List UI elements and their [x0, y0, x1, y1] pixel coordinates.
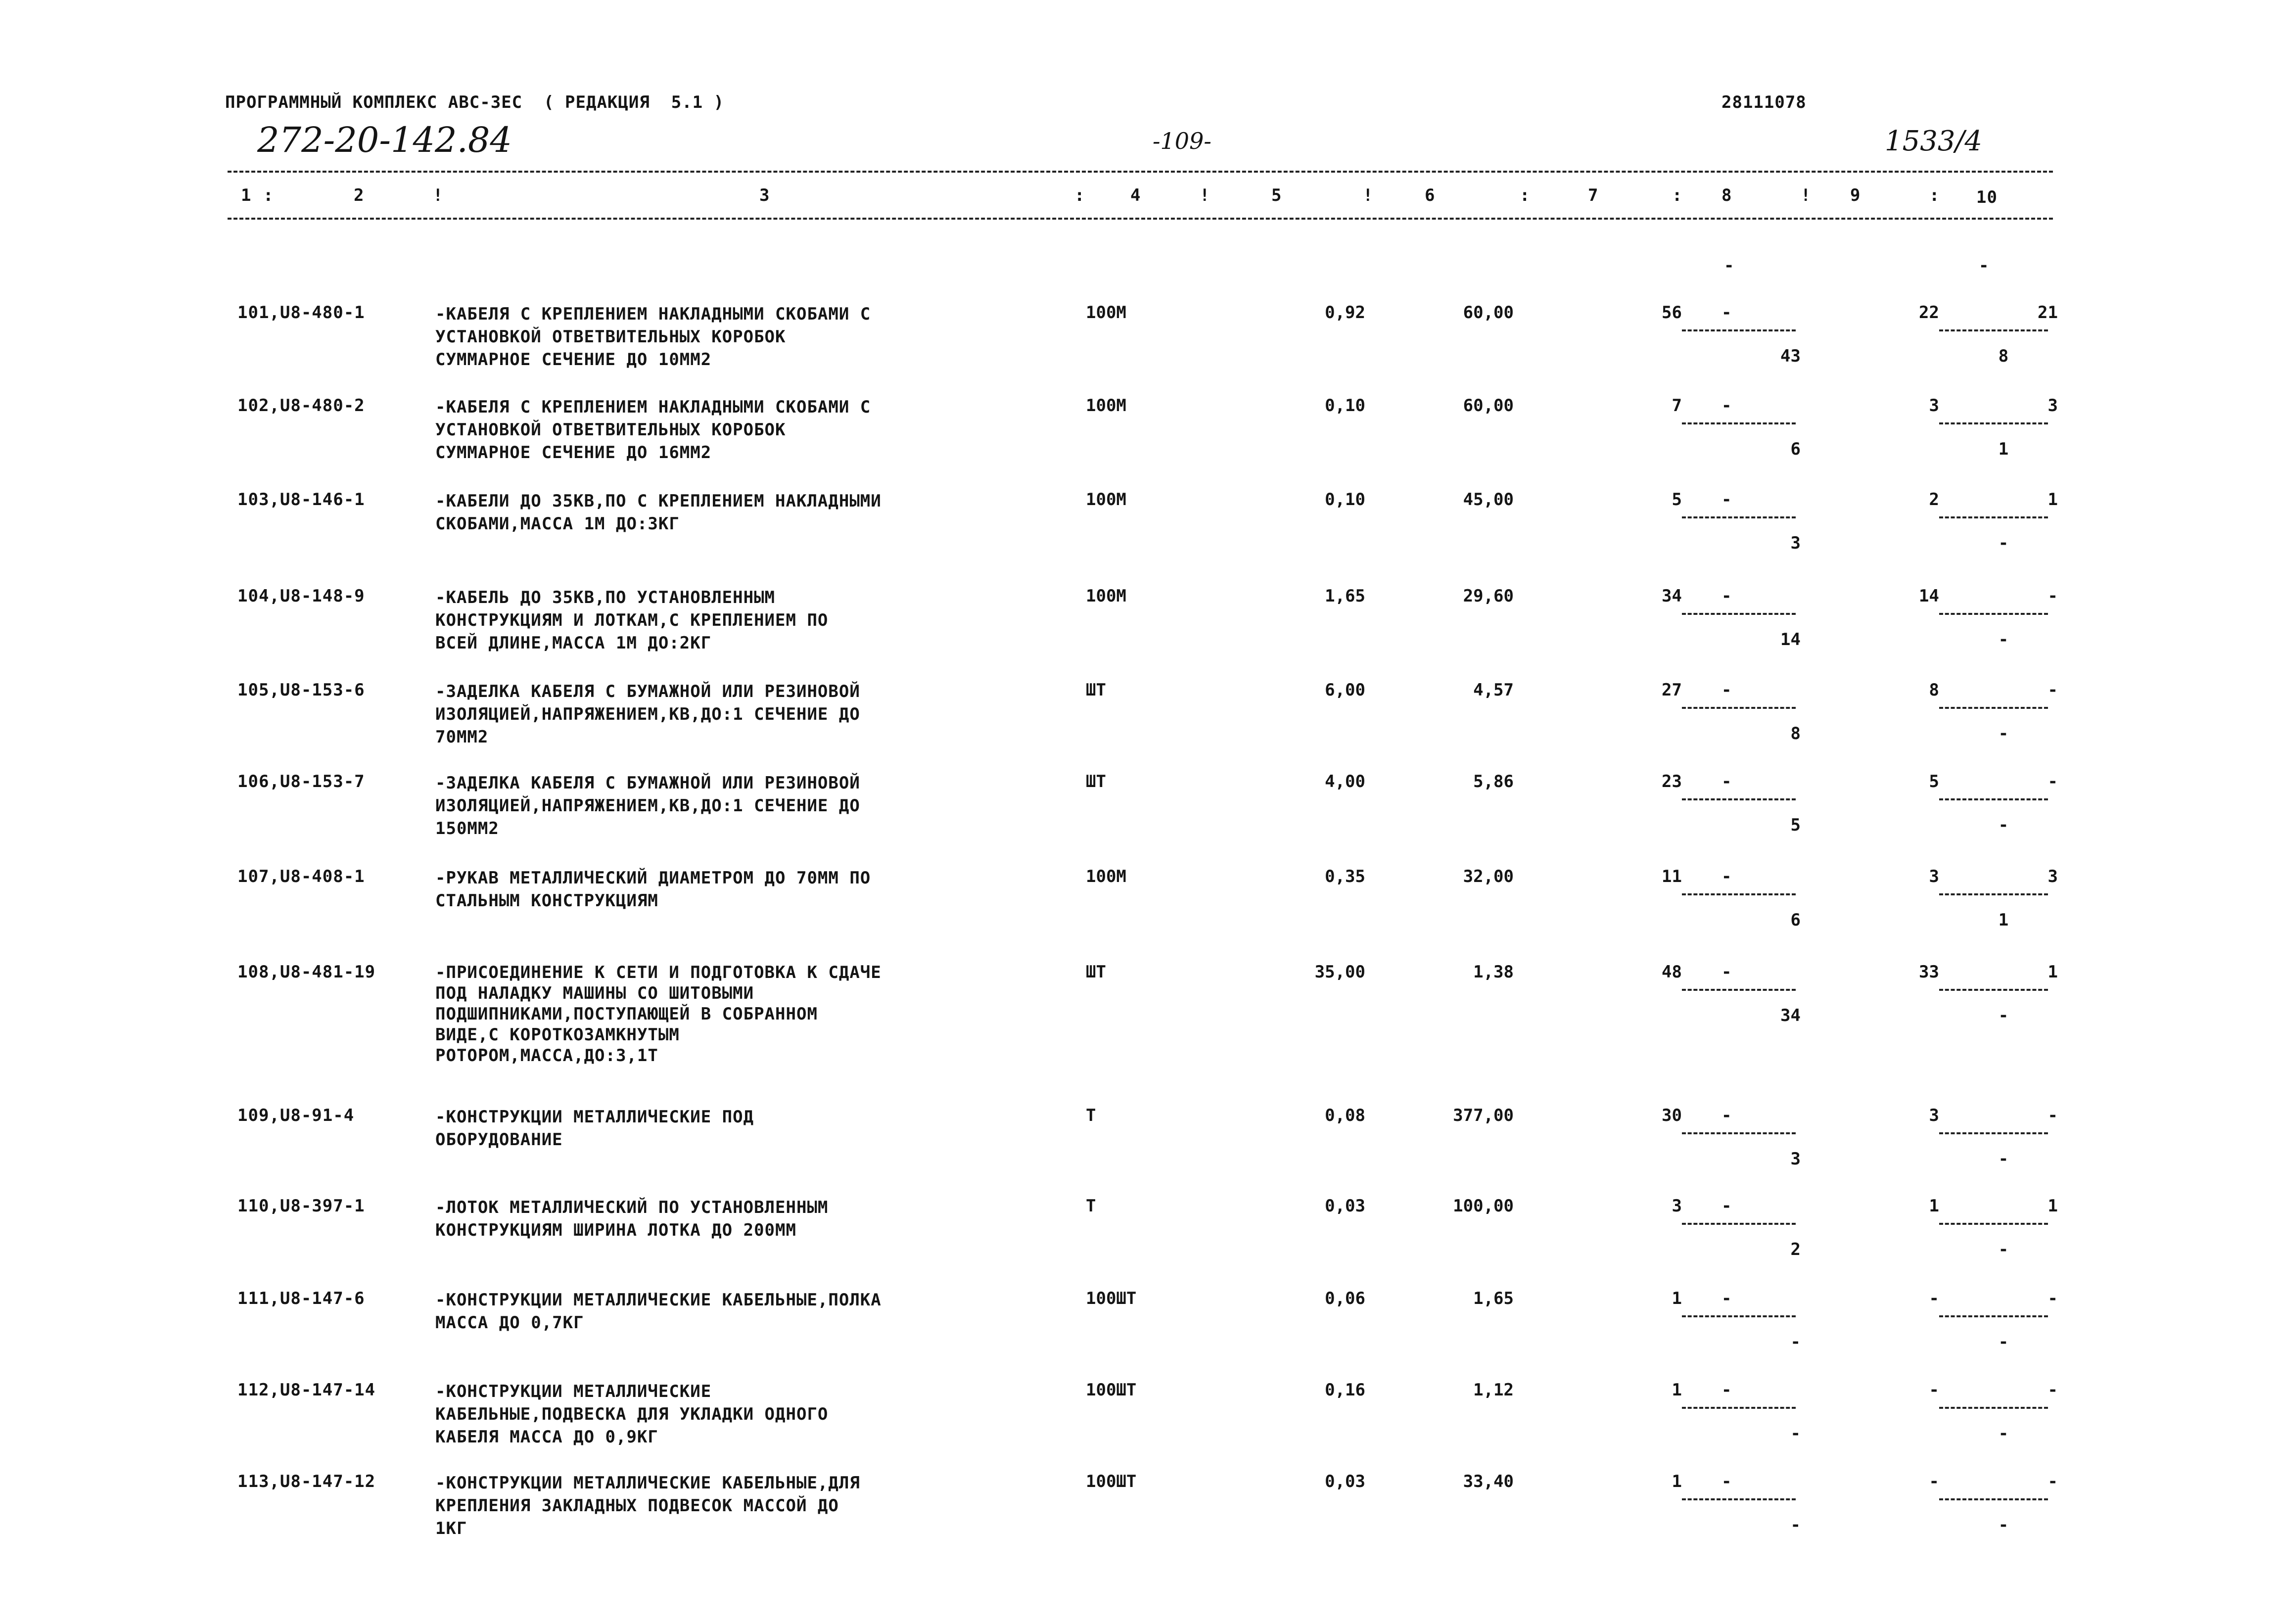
row-c8-bottom: -: [1790, 1424, 1801, 1443]
row-c9: 3: [1929, 1106, 1939, 1125]
row-code: 113,U8-147-12: [237, 1472, 376, 1491]
row-name: -КАБЕЛЯ С КРЕПЛЕНИЕМ НАКЛАДНЫМИ СКОБАМИ С УСТАНОВКОЙ ОТВЕТВИТЕЛЬНЫХ КОРОБОК СУММАРНОЕ СЕЧЕНИЕ ДО 16ММ2: [435, 397, 871, 463]
row-c10-top: 1: [2047, 962, 2058, 982]
row-unit: 100ШТ: [1086, 1289, 1137, 1308]
row-name: -ЗАДЕЛКА КАБЕЛЯ С БУМАЖНОЙ ИЛИ РЕЗИНОВОЙ ИЗОЛЯЦИЕЙ,НАПРЯЖЕНИЕМ,КВ,ДО:1 СЕЧЕНИЕ ДО 70ММ2: [435, 682, 860, 747]
row-code: 108,U8-481-19: [237, 962, 376, 982]
colnum-1: 1: [241, 186, 252, 205]
fraction-bar: [1682, 422, 1796, 424]
col-sep-6: :: [1520, 186, 1531, 205]
colnum-9: 9: [1850, 186, 1861, 205]
row-unit-cost: 60,00: [1463, 303, 1514, 323]
row-c8-bottom: 6: [1790, 910, 1801, 930]
row-unit-cost: 100,00: [1453, 1196, 1514, 1216]
row-c8-top: -: [1721, 1472, 1732, 1491]
row-quantity: 4,00: [1325, 772, 1365, 791]
row-c10-top: 1: [2047, 490, 2058, 510]
row-c9: -: [1929, 1289, 1939, 1308]
row-c10-bottom: -: [1998, 1515, 2009, 1535]
row-total: 48: [1662, 962, 1682, 982]
row-name: -КАБЕЛЯ С КРЕПЛЕНИЕМ НАКЛАДНЫМИ СКОБАМИ С УСТАНОВКОЙ ОТВЕТВИТЕЛЬНЫХ КОРОБОК СУММАРНОЕ СЕЧЕНИЕ ДО 10ММ2: [435, 304, 871, 370]
fraction-bar: [1939, 893, 2048, 895]
page-number: -109-: [1153, 128, 1211, 154]
row-code: 109,U8-91-4: [237, 1106, 355, 1125]
row-c10-bottom: -: [1998, 1240, 2009, 1259]
row-c8-bottom: 2: [1790, 1240, 1801, 1259]
document-code: 28111078: [1721, 93, 1807, 112]
fraction-bar: [1682, 1407, 1796, 1409]
row-c8-top: -: [1721, 962, 1732, 982]
colnum-7: 7: [1588, 186, 1599, 205]
row-c8-bottom: 43: [1780, 346, 1801, 366]
fraction-bar: [1682, 329, 1796, 331]
row-code: 102,U8-480-2: [237, 396, 365, 416]
row-c10-top: 21: [2038, 303, 2058, 323]
col-sep-1: :: [263, 186, 274, 205]
table-row: [0, 1289, 2278, 1388]
table-row: [0, 396, 2278, 495]
colnum-2: 2: [354, 186, 365, 205]
row-name: -ПРИСОЕДИНЕНИЕ К СЕТИ И ПОДГОТОВКА К СДАЧЕ ПОД НАЛАДКУ МАШИНЫ СО ШИТОВЫМИ ПОДШИПНИКАМИ,ПОСТУПАЮЩЕЙ В СОБРАННОМ ВИДЕ,С КОРОТКОЗАМКНУТЫМ РОТОРОМ,МАССА,ДО:3,1Т: [435, 963, 882, 1066]
table-row: [0, 1380, 2278, 1479]
row-c8-bottom: 5: [1790, 815, 1801, 835]
row-c8-top: -: [1721, 867, 1732, 886]
program-line: ПРОГРАММНЫЙ КОМПЛЕКС АВС-ЗЕС ( РЕДАКЦИЯ 5.1 ): [225, 93, 725, 112]
row-unit-cost: 1,12: [1473, 1380, 1514, 1400]
row-c10-top: -: [2047, 1380, 2058, 1400]
row-name: -КОНСТРУКЦИИ МЕТАЛЛИЧЕСКИЕ КАБЕЛЬНЫЕ,ПОДВЕСКА ДЛЯ УКЛАДКИ ОДНОГО КАБЕЛЯ МАССА ДО 0,9КГ: [435, 1382, 829, 1447]
col-sep-9: :: [1929, 186, 1940, 205]
row-c8-bottom: -: [1790, 1332, 1801, 1352]
row-total: 56: [1662, 303, 1682, 323]
row-unit: 100М: [1086, 396, 1126, 416]
table-row: [0, 303, 2278, 402]
row-c9: 2: [1929, 490, 1939, 510]
sheet-reference: 1533/4: [1885, 125, 1983, 157]
row-c10-top: -: [2047, 1289, 2058, 1308]
row-c8-bottom: 8: [1790, 724, 1801, 743]
row-unit-cost: 60,00: [1463, 396, 1514, 416]
row-unit: 100М: [1086, 303, 1126, 323]
row-c9: -: [1929, 1472, 1939, 1491]
fraction-bar: [1682, 1132, 1796, 1134]
row-c10-top: 1: [2047, 1196, 2058, 1216]
row-name: -КОНСТРУКЦИИ МЕТАЛЛИЧЕСКИЕ КАБЕЛЬНЫЕ,ПОЛКА МАССА ДО 0,7КГ: [435, 1290, 882, 1333]
fraction-bar: [1939, 1132, 2048, 1134]
row-c8-top: -: [1721, 772, 1732, 791]
fraction-bar: [1939, 329, 2048, 331]
fraction-bar: [1939, 989, 2048, 991]
header-rule-top: [228, 171, 2053, 173]
colnum-6: 6: [1425, 186, 1436, 205]
row-unit-cost: 5,86: [1473, 772, 1514, 791]
row-total: 27: [1662, 680, 1682, 700]
row-c10-top: 3: [2047, 396, 2058, 416]
row-name: -КАБЕЛИ ДО 35КВ,ПО С КРЕПЛЕНИЕМ НАКЛАДНЫМИ СКОБАМИ,МАССА 1М ДО:3КГ: [435, 491, 882, 534]
fraction-bar: [1682, 613, 1796, 615]
row-unit: Т: [1086, 1106, 1096, 1125]
row-c8-top: -: [1721, 1289, 1732, 1308]
row-unit: 100М: [1086, 490, 1126, 510]
row-unit-cost: 377,00: [1453, 1106, 1514, 1125]
row-total: 11: [1662, 867, 1682, 886]
row-name: -РУКАВ МЕТАЛЛИЧЕСКИЙ ДИАМЕТРОМ ДО 70ММ ПО СТАЛЬНЫМ КОНСТРУКЦИЯМ: [435, 868, 871, 911]
row-c8-top: -: [1721, 1196, 1732, 1216]
row-quantity: 0,10: [1325, 396, 1365, 416]
fraction-bar: [1939, 1407, 2048, 1409]
row-quantity: 0,06: [1325, 1289, 1365, 1308]
row-c9: 3: [1929, 867, 1939, 886]
row-code: 111,U8-147-6: [237, 1289, 365, 1308]
row-c10-top: -: [2047, 586, 2058, 606]
row-c8-bottom: 34: [1780, 1006, 1801, 1025]
row-quantity: 0,10: [1325, 490, 1365, 510]
fraction-bar: [1682, 989, 1796, 991]
row-quantity: 35,00: [1314, 962, 1365, 982]
row-code: 101,U8-480-1: [237, 303, 365, 323]
row-c10-top: 3: [2047, 867, 2058, 886]
row-c10-bottom: -: [1998, 1332, 2009, 1352]
row-quantity: 0,92: [1325, 303, 1365, 323]
carryover-col8: -: [1724, 256, 1735, 276]
row-unit-cost: 32,00: [1463, 867, 1514, 886]
row-unit-cost: 1,65: [1473, 1289, 1514, 1308]
colnum-10: 10: [1976, 187, 1998, 207]
fraction-bar: [1682, 1498, 1796, 1500]
row-c10-bottom: 8: [1998, 346, 2009, 366]
table-row: [0, 1196, 2278, 1295]
row-c8-top: -: [1721, 1106, 1732, 1125]
col-sep-4: !: [1200, 186, 1210, 205]
row-code: 107,U8-408-1: [237, 867, 365, 886]
row-c8-top: -: [1721, 586, 1732, 606]
row-code: 112,U8-147-14: [237, 1380, 376, 1400]
col-sep-5: !: [1363, 186, 1374, 205]
row-unit: ШТ: [1086, 680, 1106, 700]
project-number: 272-20-142.84: [257, 120, 512, 160]
row-total: 7: [1672, 396, 1682, 416]
fraction-bar: [1682, 893, 1796, 895]
row-quantity: 0,03: [1325, 1196, 1365, 1216]
row-quantity: 1,65: [1325, 586, 1365, 606]
row-name: -КОНСТРУКЦИИ МЕТАЛЛИЧЕСКИЕ КАБЕЛЬНЫЕ,ДЛЯ КРЕПЛЕНИЯ ЗАКЛАДНЫХ ПОДВЕСОК МАССОЙ ДО 1КГ: [435, 1473, 860, 1538]
row-total: 3: [1672, 1196, 1682, 1216]
row-c10-top: -: [2047, 772, 2058, 791]
row-quantity: 0,35: [1325, 867, 1365, 886]
row-c9: 14: [1919, 586, 1939, 606]
row-c9: 22: [1919, 303, 1939, 323]
fraction-bar: [1939, 1498, 2048, 1500]
colnum-4: 4: [1130, 186, 1141, 205]
row-c9: 1: [1929, 1196, 1939, 1216]
colnum-5: 5: [1271, 186, 1282, 205]
row-unit: 100ШТ: [1086, 1380, 1137, 1400]
row-c10-bottom: -: [1998, 533, 2009, 553]
row-c10-bottom: -: [1998, 1149, 2009, 1169]
table-row: [0, 867, 2278, 966]
row-code: 104,U8-148-9: [237, 586, 365, 606]
carryover-col10: -: [1979, 256, 1990, 276]
row-c9: 3: [1929, 396, 1939, 416]
row-quantity: 0,16: [1325, 1380, 1365, 1400]
row-c10-bottom: -: [1998, 1006, 2009, 1025]
row-code: 105,U8-153-6: [237, 680, 365, 700]
row-c9: 8: [1929, 680, 1939, 700]
row-quantity: 0,03: [1325, 1472, 1365, 1491]
fraction-bar: [1682, 1315, 1796, 1317]
row-c8-top: -: [1721, 490, 1732, 510]
row-name: -ЗАДЕЛКА КАБЕЛЯ С БУМАЖНОЙ ИЛИ РЕЗИНОВОЙ ИЗОЛЯЦИЕЙ,НАПРЯЖЕНИЕМ,КВ,ДО:1 СЕЧЕНИЕ ДО 150ММ2: [435, 773, 860, 838]
fraction-bar: [1939, 798, 2048, 800]
row-unit: 100ШТ: [1086, 1472, 1137, 1491]
row-unit: ШТ: [1086, 962, 1106, 982]
table-row: [0, 490, 2278, 589]
fraction-bar: [1939, 707, 2048, 709]
table-row: [0, 586, 2278, 685]
fraction-bar: [1939, 1223, 2048, 1225]
row-c10-bottom: 1: [1998, 439, 2009, 459]
fraction-bar: [1939, 613, 2048, 615]
row-unit: Т: [1086, 1196, 1096, 1216]
row-unit-cost: 45,00: [1463, 490, 1514, 510]
col-sep-8: !: [1801, 186, 1812, 205]
fraction-bar: [1682, 707, 1796, 709]
row-total: 23: [1662, 772, 1682, 791]
row-name: -КАБЕЛЬ ДО 35КВ,ПО УСТАНОВЛЕННЫМ КОНСТРУКЦИЯМ И ЛОТКАМ,С КРЕПЛЕНИЕМ ПО ВСЕЙ ДЛИНЕ,МАССА 1М ДО:2КГ: [435, 588, 829, 653]
row-unit: 100М: [1086, 867, 1126, 886]
row-total: 1: [1672, 1289, 1682, 1308]
row-c10-top: -: [2047, 680, 2058, 700]
row-code: 106,U8-153-7: [237, 772, 365, 791]
table-row: [0, 680, 2278, 779]
table-row: [0, 962, 2278, 1066]
row-c8-bottom: 3: [1790, 1149, 1801, 1169]
col-sep-3: :: [1074, 186, 1085, 205]
row-c9: -: [1929, 1380, 1939, 1400]
col-sep-2: !: [433, 186, 444, 205]
header-rule-bottom: [228, 218, 2053, 220]
row-total: 1: [1672, 1472, 1682, 1491]
row-c8-bottom: -: [1790, 1515, 1801, 1535]
row-c8-bottom: 6: [1790, 439, 1801, 459]
row-name: -КОНСТРУКЦИИ МЕТАЛЛИЧЕСКИЕ ПОД ОБОРУДОВАНИЕ: [435, 1107, 754, 1150]
row-c10-top: -: [2047, 1472, 2058, 1491]
row-c8-top: -: [1721, 680, 1732, 700]
row-unit: ШТ: [1086, 772, 1106, 791]
row-total: 34: [1662, 586, 1682, 606]
row-unit-cost: 29,60: [1463, 586, 1514, 606]
row-total: 30: [1662, 1106, 1682, 1125]
col-sep-7: :: [1672, 186, 1683, 205]
table-row: [0, 1472, 2278, 1571]
row-c8-top: -: [1721, 396, 1732, 416]
fraction-bar: [1939, 1315, 2048, 1317]
row-c10-bottom: -: [1998, 724, 2009, 743]
row-unit-cost: 1,38: [1473, 962, 1514, 982]
row-name: -ЛОТОК МЕТАЛЛИЧЕСКИЙ ПО УСТАНОВЛЕННЫМ КОНСТРУКЦИЯМ ШИРИНА ЛОТКА ДО 200ММ: [435, 1198, 829, 1240]
row-code: 103,U8-146-1: [237, 490, 365, 510]
row-total: 1: [1672, 1380, 1682, 1400]
row-c10-top: -: [2047, 1106, 2058, 1125]
fraction-bar: [1939, 516, 2048, 518]
row-code: 110,U8-397-1: [237, 1196, 365, 1216]
fraction-bar: [1682, 1223, 1796, 1225]
row-c9: 33: [1919, 962, 1939, 982]
row-unit-cost: 33,40: [1463, 1472, 1514, 1491]
row-c10-bottom: -: [1998, 1424, 2009, 1443]
row-unit-cost: 4,57: [1473, 680, 1514, 700]
row-c10-bottom: -: [1998, 815, 2009, 835]
colnum-3: 3: [759, 186, 770, 205]
row-c8-bottom: 3: [1790, 533, 1801, 553]
row-c9: 5: [1929, 772, 1939, 791]
colnum-8: 8: [1721, 186, 1732, 205]
row-unit: 100М: [1086, 586, 1126, 606]
row-c10-bottom: -: [1998, 630, 2009, 650]
table-row: [0, 772, 2278, 871]
fraction-bar: [1939, 422, 2048, 424]
fraction-bar: [1682, 798, 1796, 800]
row-c8-top: -: [1721, 1380, 1732, 1400]
row-c8-bottom: 14: [1780, 630, 1801, 650]
table-row: [0, 1106, 2278, 1205]
row-c8-top: -: [1721, 303, 1732, 323]
fraction-bar: [1682, 516, 1796, 518]
row-quantity: 6,00: [1325, 680, 1365, 700]
row-total: 5: [1672, 490, 1682, 510]
row-c10-bottom: 1: [1998, 910, 2009, 930]
row-quantity: 0,08: [1325, 1106, 1365, 1125]
